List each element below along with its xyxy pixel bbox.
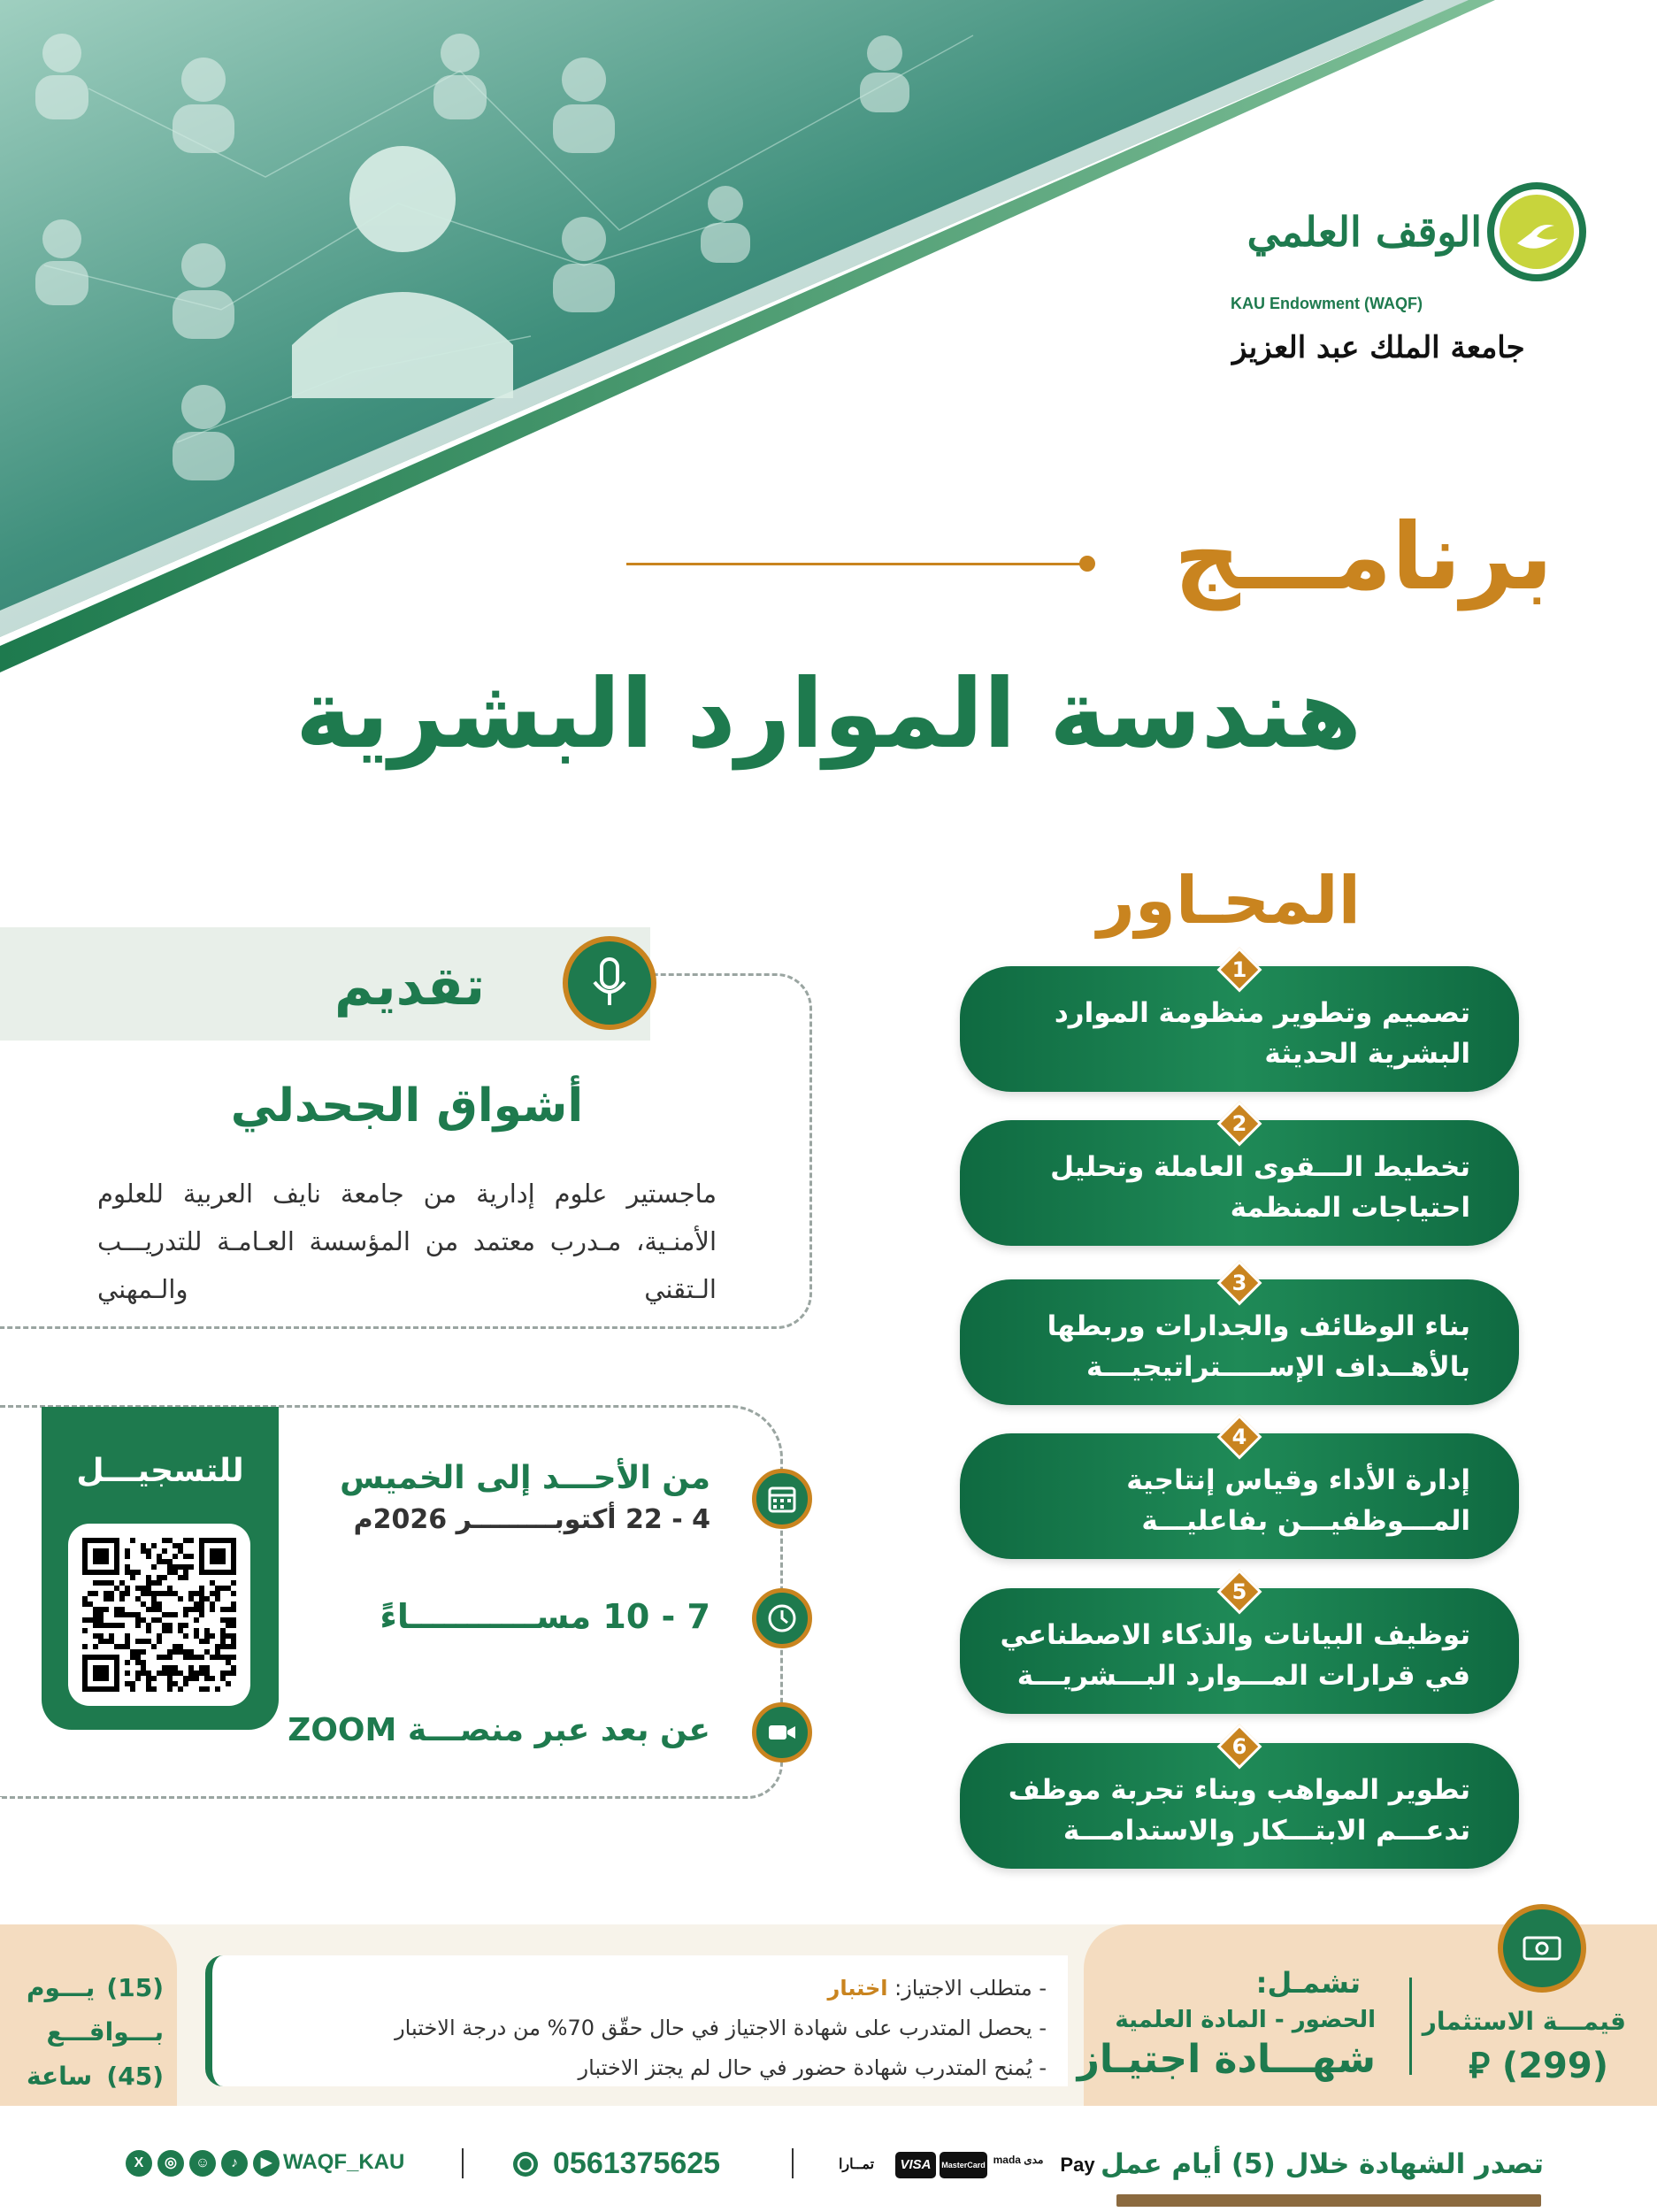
axis-card-4 [960,1425,1519,1559]
requirement-line-2: - يحصل المتدرب على شهادة الاجتياز في حال حقّق 70% من درجة الاختبار [395,2016,1047,2040]
schedule-dates: 4 - 22 أكتوبـــــــــر 2026م [353,1504,710,1535]
axis-text: تطوير المواهب وبناء تجربة موظف تدعـــم الابتـــكار والاستدامـــة [1008,1774,1470,1847]
requirement-line-3: - يُمنح المتدرب شهادة حضور في حال لم يجتز الاختبار [578,2055,1047,2080]
cost-label: قيمـــة الاستثمار [1422,2007,1626,2036]
title-divider [626,563,1086,565]
microphone-icon [563,936,656,1030]
axis-card-1 [960,957,1519,1092]
tiktok-icon[interactable]: ♪ [221,2150,248,2177]
axis-text: تخطيط الـــقوى العاملة وتحليل احتياجات المنظمة [1050,1151,1470,1224]
logo-name-en: KAU Endowment (WAQF) [1231,295,1423,312]
duration-hours: (45) ساعة [27,2062,164,2091]
video-icon [752,1702,812,1763]
money-icon [1498,1904,1586,1993]
mada-icon: مدى mada [993,2154,1044,2166]
axis-card-6 [960,1734,1519,1869]
phone-number[interactable]: 0561375625 [553,2147,721,2180]
duration-days: (15) يـــوم [27,1973,164,2002]
x-icon[interactable]: X [126,2150,152,2177]
youtube-icon[interactable]: ▶ [253,2150,280,2177]
registration-qr-code[interactable] [68,1524,250,1706]
program-label: برنامـــج [1174,503,1553,611]
registration-label: للتسجيـــل [76,1453,244,1489]
title-divider-dot [1079,556,1095,572]
whatsapp-icon [511,2150,540,2178]
duration-rate: بـــواقـــع [46,2017,164,2047]
axis-number-badge: 1 [1216,947,1262,993]
clock-icon [752,1588,812,1648]
includes-certificate: شهـــادة اجتيـاز [1077,2037,1376,2082]
logo-name-ar: الوقف العلمي [1247,208,1482,256]
axis-text: تصميم وتطوير منظومة الموارد البشرية الحديثة [1054,997,1470,1070]
axis-card-5 [960,1579,1519,1714]
axis-number-badge: 6 [1216,1724,1262,1770]
includes-label: تشمـل: [1255,1966,1361,2000]
instagram-icon[interactable]: ◎ [157,2150,184,2177]
footer-separator [462,2148,464,2178]
axis-number-badge: 3 [1216,1260,1262,1306]
presenter-bio: ماجستير علوم إدارية من جامعة نايف العربية للعلوم الأمنـية، مـدرب معتمد من المؤسسة العـامـة للتدريـــب الـتقني والـمهني [97,1179,717,1304]
qr-code-icon [82,1538,236,1692]
page-title: هندسة الموارد البشرية [295,659,1362,770]
axis-number-badge: 2 [1216,1101,1262,1147]
footer-separator [792,2148,794,2178]
calendar-icon [752,1469,812,1529]
schedule-time: 7 - 10 مســـــــــــاءً [380,1597,710,1636]
visa-icon: VISA [895,2152,936,2178]
axis-card-3 [960,1271,1519,1405]
requirement-line-1: - متطلب الاجتياز: اختبار [827,1976,1047,2001]
certificate-note-underline [1116,2194,1541,2207]
mastercard-icon: MasterCard [940,2152,987,2178]
certificate-note: تصدر الشهادة خلال (5) أيام عمل [1101,2148,1544,2180]
snapchat-icon[interactable]: ☺ [189,2150,216,2177]
schedule-platform: عن بعد عبر منصـــة ZOOM [288,1712,710,1748]
cost-divider [1409,1978,1412,2075]
includes-items: الحضور - المادة العلمية [1115,2007,1376,2033]
cost-value: (299) ⃁ [1469,2046,1608,2086]
waqf-emblem-icon [1486,181,1588,283]
presenter-name: أشواق الجحدلي [230,1079,584,1133]
axis-number-badge: 4 [1216,1414,1262,1460]
payment-methods [823,2148,1106,2184]
apple-pay-icon: Pay [1060,2154,1095,2176]
tamara-icon: تمــارا [838,2157,875,2172]
presenter-label: تقديم [334,956,485,1018]
presenter-header [0,927,650,1041]
axes-title: المحـاور [1097,863,1361,939]
schedule-days: من الأحـــد إلى الخميس [340,1460,710,1496]
kau-waqf-logo [1225,181,1588,385]
axis-card-2 [960,1111,1519,1246]
axis-text: إدارة الأداء وقياس إنتاجية المـــوظفيـــن بفاعليـــة [1126,1464,1470,1537]
axis-text: بناء الوظائف والجدارات وربطها بالأهــداف الإســـــتراتيجيـــة [1047,1310,1470,1383]
axis-number-badge: 5 [1216,1569,1262,1615]
social-handle[interactable]: WAQF_KAU [283,2150,405,2174]
logo-university: جامعة الملك عبد العزيز [1232,330,1525,365]
axis-text: توظيف البيانات والذكاء الاصطناعي في قرارات المـــوارد البـــشريـــة [1000,1619,1470,1692]
